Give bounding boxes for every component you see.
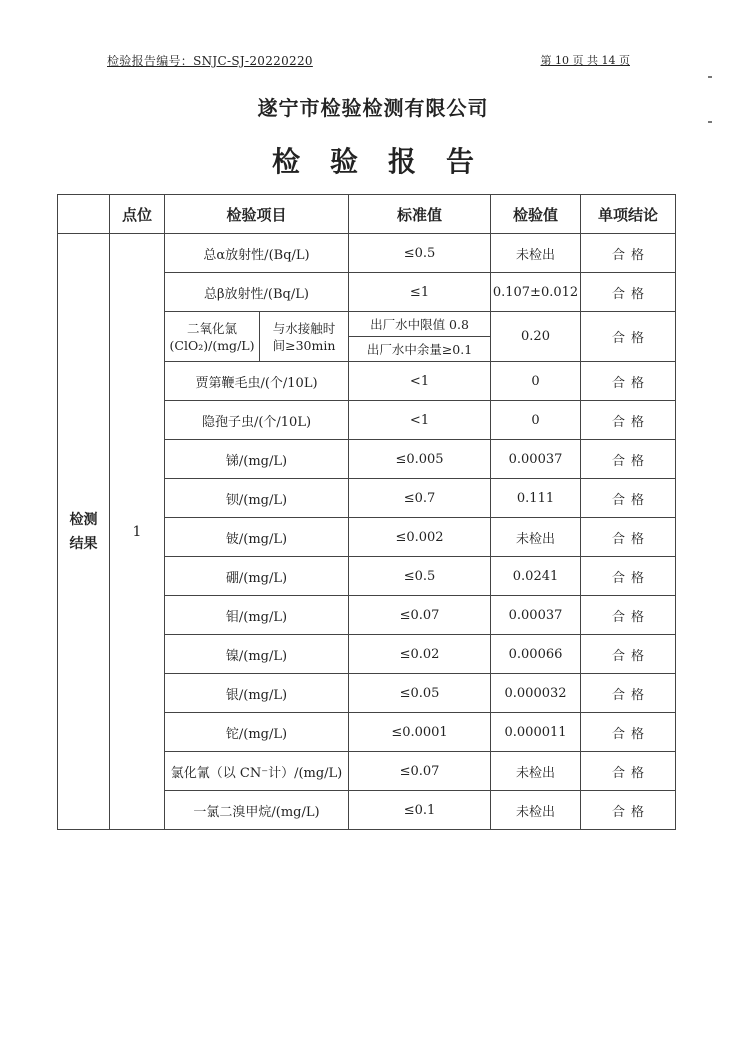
- results-table: [57, 194, 676, 830]
- item-name-cell: [165, 312, 260, 362]
- conclusion-cell: 合格: [581, 273, 676, 312]
- header-value: 检验值: [491, 195, 581, 234]
- standard-cell: ≤0.07: [349, 752, 491, 791]
- item-cell: 钼/(mg/L): [165, 596, 349, 635]
- conclusion-cell: 合格: [581, 674, 676, 713]
- header-item: 检验项目: [165, 195, 349, 234]
- value-cell: 0.0241: [491, 557, 581, 596]
- item-unit-line: (ClO₂)/(mg/L): [169, 337, 255, 353]
- standard-cell: 出厂水中余量≥0.1: [349, 337, 491, 362]
- document-title: 检验报告: [271, 145, 504, 178]
- standard-cell: ≤0.5: [349, 557, 491, 596]
- item-cell: 钡/(mg/L): [165, 479, 349, 518]
- item-cell: 总α放射性/(Bq/L): [165, 234, 349, 273]
- item-cell: 铊/(mg/L): [165, 713, 349, 752]
- value-cell: 未检出: [491, 752, 581, 791]
- item-cell: 贾第鞭毛虫/(个/10L): [165, 362, 349, 401]
- conclusion-cell: 合格: [581, 234, 676, 273]
- item-cell: 隐孢子虫/(个/10L): [165, 401, 349, 440]
- table-row: [58, 234, 676, 273]
- item-cell: 镍/(mg/L): [165, 635, 349, 674]
- value-cell: 未检出: [491, 518, 581, 557]
- item-cell: 一氯二溴甲烷/(mg/L): [165, 791, 349, 830]
- conclusion-cell: 合格: [581, 401, 676, 440]
- standard-cell: ≤0.02: [349, 635, 491, 674]
- item-name-line: 二氧化氯: [186, 320, 237, 336]
- standard-cell: ≤0.5: [349, 234, 491, 273]
- header-empty-cell: [58, 195, 110, 234]
- standard-cell: <1: [349, 401, 491, 440]
- item-cell: 银/(mg/L): [165, 674, 349, 713]
- conclusion-cell: 合格: [581, 518, 676, 557]
- conclusion-cell: 合格: [581, 440, 676, 479]
- category-line: 检测: [69, 511, 98, 528]
- value-cell: 未检出: [491, 791, 581, 830]
- standard-cell: ≤1: [349, 273, 491, 312]
- item-cell: 锑/(mg/L): [165, 440, 349, 479]
- category-line: 结果: [69, 535, 98, 552]
- conclusion-cell: 合格: [581, 596, 676, 635]
- conclusion-cell: 合格: [581, 557, 676, 596]
- header-point: 点位: [110, 195, 165, 234]
- standard-cell: ≤0.7: [349, 479, 491, 518]
- item-cell: 总β放射性/(Bq/L): [165, 273, 349, 312]
- margin-mark: [708, 76, 712, 78]
- value-cell: 0.000011: [491, 713, 581, 752]
- standard-cell: ≤0.005: [349, 440, 491, 479]
- value-cell: 0.111: [491, 479, 581, 518]
- value-cell: 0.20: [491, 312, 581, 362]
- standard-cell: ≤0.0001: [349, 713, 491, 752]
- category-cell: [58, 234, 110, 830]
- point-cell: 1: [110, 234, 165, 830]
- item-condition-cell: [260, 312, 349, 362]
- header-conclusion: 单项结论: [581, 195, 676, 234]
- item-cell: 硼/(mg/L): [165, 557, 349, 596]
- value-cell: 0.00066: [491, 635, 581, 674]
- report-header: [107, 52, 630, 69]
- table-header-row: [58, 195, 676, 234]
- value-cell: 0.00037: [491, 440, 581, 479]
- standard-cell: 出厂水中限值 0.8: [349, 312, 491, 337]
- conclusion-cell: 合格: [581, 791, 676, 830]
- conclusion-cell: 合格: [581, 479, 676, 518]
- header-standard: 标准值: [349, 195, 491, 234]
- value-cell: 0: [491, 362, 581, 401]
- value-cell: 0.000032: [491, 674, 581, 713]
- standard-cell: ≤0.05: [349, 674, 491, 713]
- value-cell: 未检出: [491, 234, 581, 273]
- standard-cell: ≤0.07: [349, 596, 491, 635]
- condition-line: 与水接触时: [272, 320, 336, 336]
- standard-cell: ≤0.002: [349, 518, 491, 557]
- margin-mark: [708, 121, 712, 123]
- value-cell: 0.00037: [491, 596, 581, 635]
- conclusion-cell: 合格: [581, 635, 676, 674]
- company-name: 遂宁市检验检测有限公司: [257, 96, 489, 120]
- conclusion-cell: 合格: [581, 713, 676, 752]
- value-cell: 0: [491, 401, 581, 440]
- standard-cell: <1: [349, 362, 491, 401]
- conclusion-cell: 合格: [581, 362, 676, 401]
- item-cell: 氯化氰（以 CN⁻计）/(mg/L): [165, 752, 349, 791]
- conclusion-cell: 合格: [581, 752, 676, 791]
- value-cell: 0.107±0.012: [491, 273, 581, 312]
- report-number: 检验报告编号：SNJC-SJ-20220220: [107, 54, 313, 68]
- standard-cell: ≤0.1: [349, 791, 491, 830]
- page-number: 第 10 页 共 14 页: [540, 54, 630, 67]
- conclusion-cell: 合格: [581, 312, 676, 362]
- condition-line: 间≥30min: [272, 337, 336, 353]
- item-cell: 铍/(mg/L): [165, 518, 349, 557]
